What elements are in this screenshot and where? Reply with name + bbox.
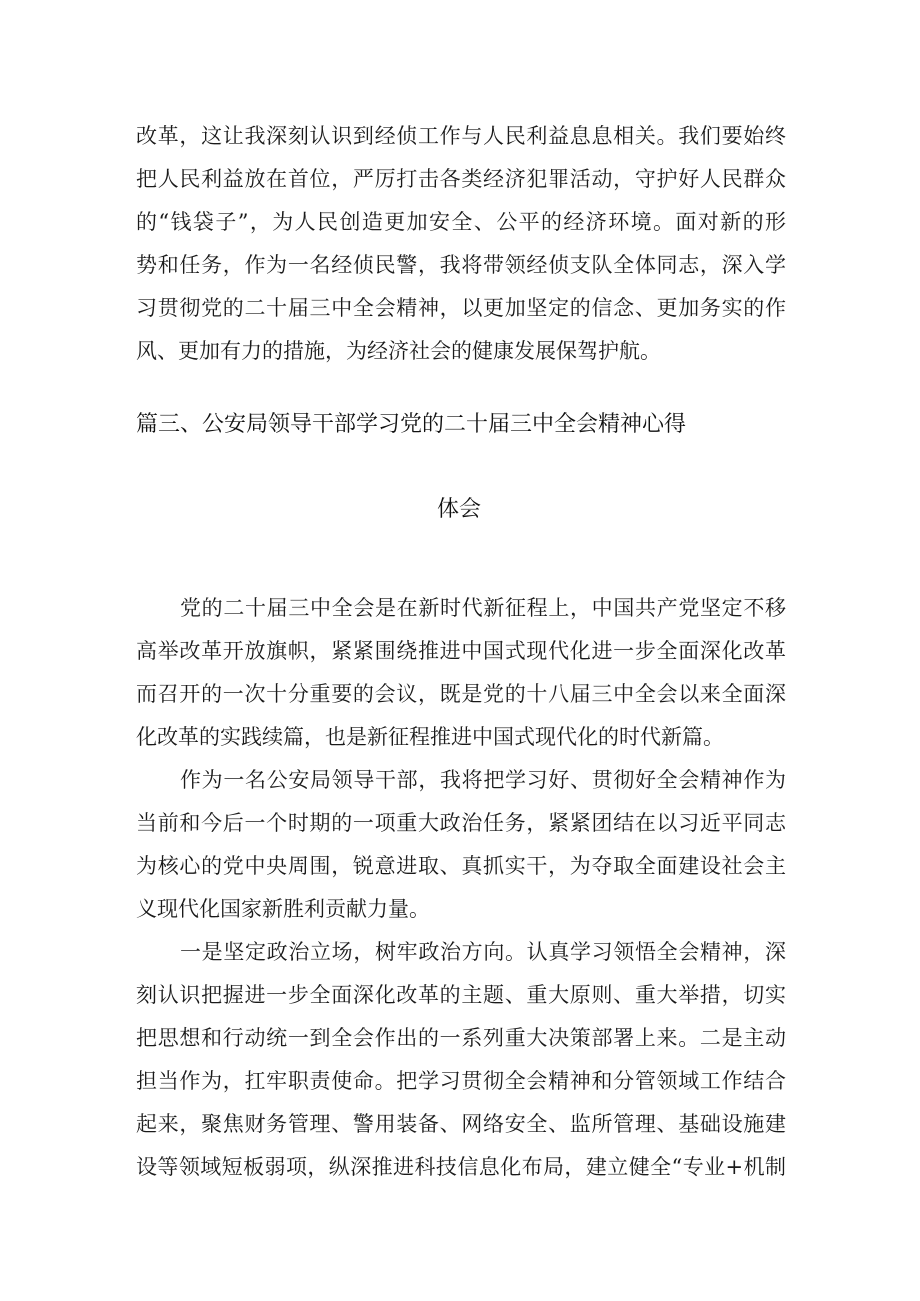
paragraph-line: 一是坚定政治立场，树牢政治方向。认真学习领悟全会精神，深	[180, 940, 786, 964]
paragraph-line: 担当作为，扛牢职责使命。把学习贯彻全会精神和分管领域工作结合	[136, 1069, 786, 1093]
paragraph-line: 高举改革开放旗帜，紧紧围绕推进中国式现代化进一步全面深化改革	[136, 639, 786, 663]
paragraph-line: 设等领域短板弱项，纵深推进科技信息化布局，建立健全“专业+机制	[136, 1155, 786, 1179]
continuation-line: 改革，这让我深刻认识到经侦工作与人民利益息息相关。我们要始终	[136, 124, 786, 148]
section-title-line-1: 篇三、公安局领导干部学习党的二十届三中全会精神心得	[136, 412, 687, 437]
continuation-line: 风、更加有力的措施，为经济社会的健康发展保驾护航。	[136, 339, 661, 363]
paragraph-line: 把思想和行动统一到全会作出的一系列重大决策部署上来。二是主动	[136, 1026, 786, 1050]
paragraph-line: 党的二十届三中全会是在新时代新征程上，中国共产党坚定不移	[180, 596, 786, 620]
paragraph-line: 起来，聚焦财务管理、警用装备、网络安全、监所管理、基础设施建	[136, 1112, 786, 1136]
section-title-line-2: 体会	[437, 497, 482, 522]
paragraph-line: 作为一名公安局领导干部，我将把学习好、贯彻好全会精神作为	[180, 768, 786, 792]
continuation-line: 势和任务，作为一名经侦民警，我将带领经侦支队全体同志，深入学	[136, 253, 786, 277]
continuation-line: 的“钱袋子”，为人民创造更加安全、公平的经济环境。面对新的形	[136, 210, 786, 234]
paragraph-line: 刻认识把握进一步全面深化改革的主题、重大原则、重大举措，切实	[136, 983, 786, 1007]
paragraph-line: 当前和今后一个时期的一项重大政治任务，紧紧团结在以习近平同志	[136, 811, 786, 835]
paragraph-line: 义现代化国家新胜利贡献力量。	[136, 897, 430, 921]
continuation-line: 把人民利益放在首位，严厉打击各类经济犯罪活动，守护好人民群众	[136, 167, 786, 191]
paragraph-line: 而召开的一次十分重要的会议，既是党的十八届三中全会以来全面深	[136, 682, 786, 706]
continuation-line: 习贯彻党的二十届三中全会精神，以更加坚定的信念、更加务实的作	[136, 296, 786, 320]
paragraph-line: 化改革的实践续篇，也是新征程推进中国式现代化的时代新篇。	[136, 725, 724, 749]
paragraph-line: 为核心的党中央周围，锐意进取、真抓实干，为夺取全面建设社会主	[136, 854, 786, 878]
